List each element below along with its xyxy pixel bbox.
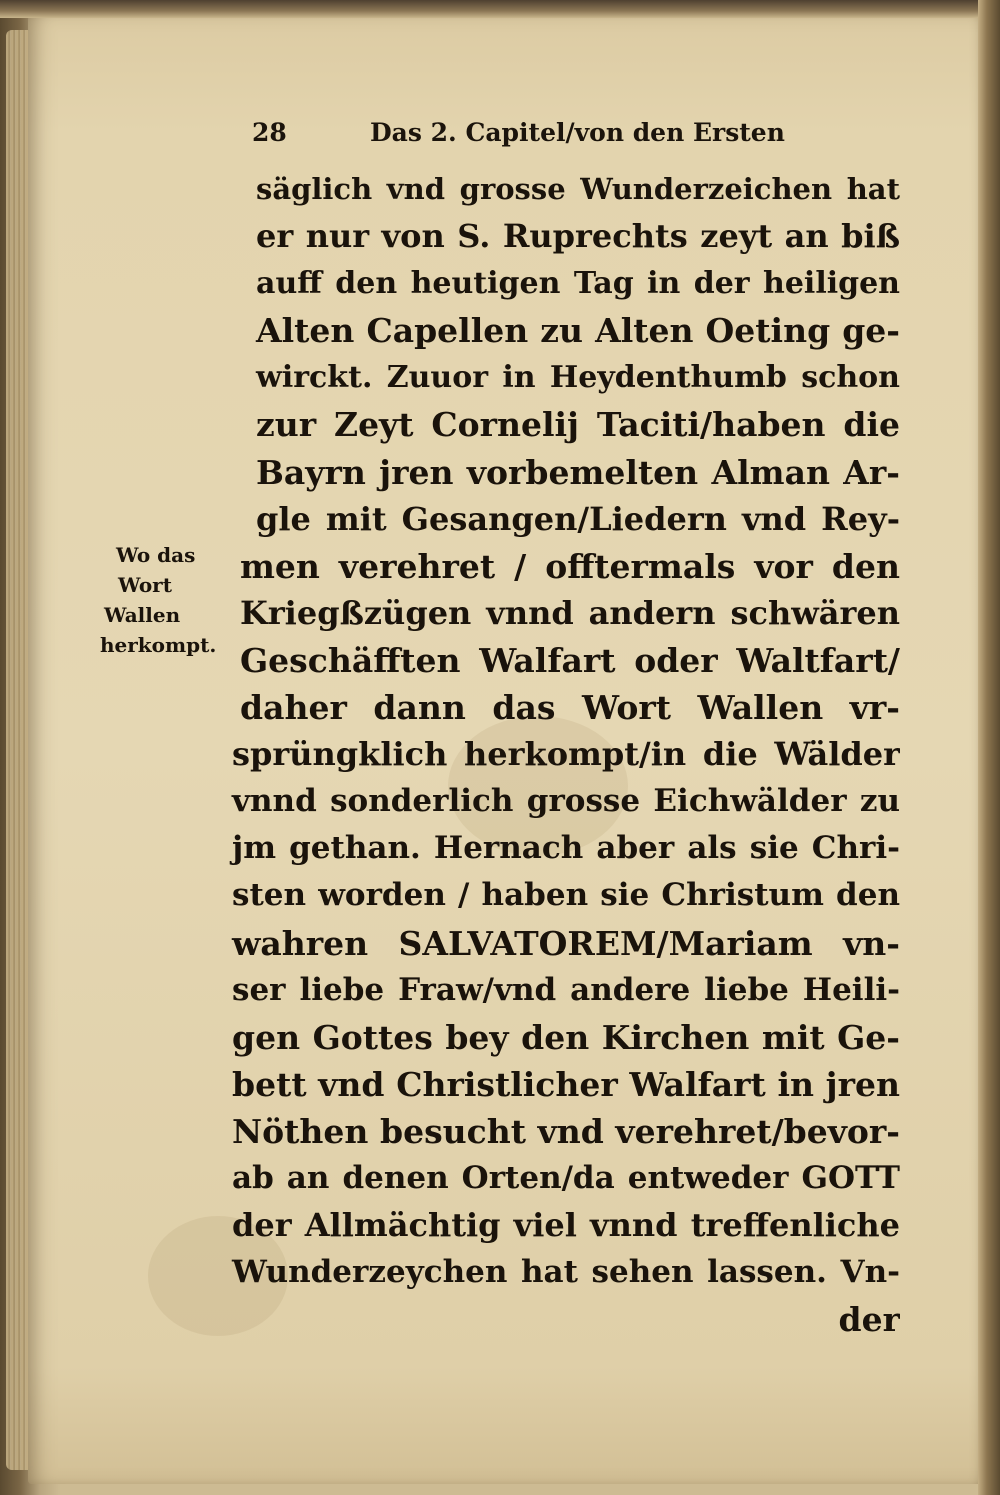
text-line: auff den heutigen Tag in der heiligen <box>256 266 900 302</box>
margin-note-line: Wallen <box>104 603 181 627</box>
margin-note-line: Wo das <box>116 543 196 567</box>
text-line: wirckt. Zuuor in Heydenthumb schon <box>256 360 900 396</box>
text-line: Nöthen besucht vnd verehret/bevor- <box>232 1111 900 1151</box>
body-text <box>228 166 900 1343</box>
text-line: daher dann das Wort Wallen vr- <box>240 688 900 728</box>
text-line: Kriegßzügen vnnd andern schwären <box>240 593 900 632</box>
text-line: Wunderzeychen hat sehen lassen. Vn- <box>232 1254 900 1291</box>
top-edge <box>0 0 1000 18</box>
text-line: der Allmächtig viel vnnd treffenliche <box>232 1206 900 1245</box>
text-line: bett vnd Christlicher Walfart in jren <box>232 1064 900 1104</box>
text-line: gle mit Gesangen/Liedern vnd Rey- <box>256 499 900 538</box>
margin-note-line: Wort <box>118 573 172 597</box>
margin-note <box>100 540 230 660</box>
text-line: ser liebe Fraw/vnd andere liebe Heili- <box>232 971 900 1008</box>
text-line: sprüngklich herkompt/in die Wälder <box>232 735 900 774</box>
text-line: men verehret / offtermals vor den <box>240 546 900 586</box>
text-line: zur Zeyt Cornelij Taciti/haben die <box>256 405 900 445</box>
running-title: Das 2. Capitel/von den Ersten <box>370 118 785 147</box>
text-line: wahren SALVATOREM/Mariam vn- <box>232 923 900 963</box>
page-number: 28 <box>252 118 287 147</box>
text-line: der <box>838 1300 900 1340</box>
text-line: säglich vnd grosse Wunderzeichen hat <box>256 172 900 206</box>
text-line: sten worden / haben sie Christum den <box>232 877 900 914</box>
text-line: Geschäfften Walfart oder Waltfart/ <box>240 640 900 680</box>
text-line: vnnd sonderlich grosse Eichwälder zu <box>232 783 900 820</box>
text-line: jm gethan. Hernach aber als sie Chri- <box>232 830 900 867</box>
text-line: Bayrn jren vorbemelten Alman Ar- <box>256 452 900 492</box>
margin-note-line: herkompt. <box>100 633 217 657</box>
page-header <box>252 118 812 158</box>
right-edge <box>978 0 1000 1495</box>
text-line: er nur von S. Ruprechts zeyt an biß <box>256 217 900 256</box>
text-line: gen Gottes bey den Kirchen mit Ge- <box>232 1017 900 1057</box>
text-line: Alten Capellen zu Alten Oeting ge- <box>256 311 900 351</box>
text-line: ab an denen Orten/da entweder GOTT <box>232 1159 900 1196</box>
